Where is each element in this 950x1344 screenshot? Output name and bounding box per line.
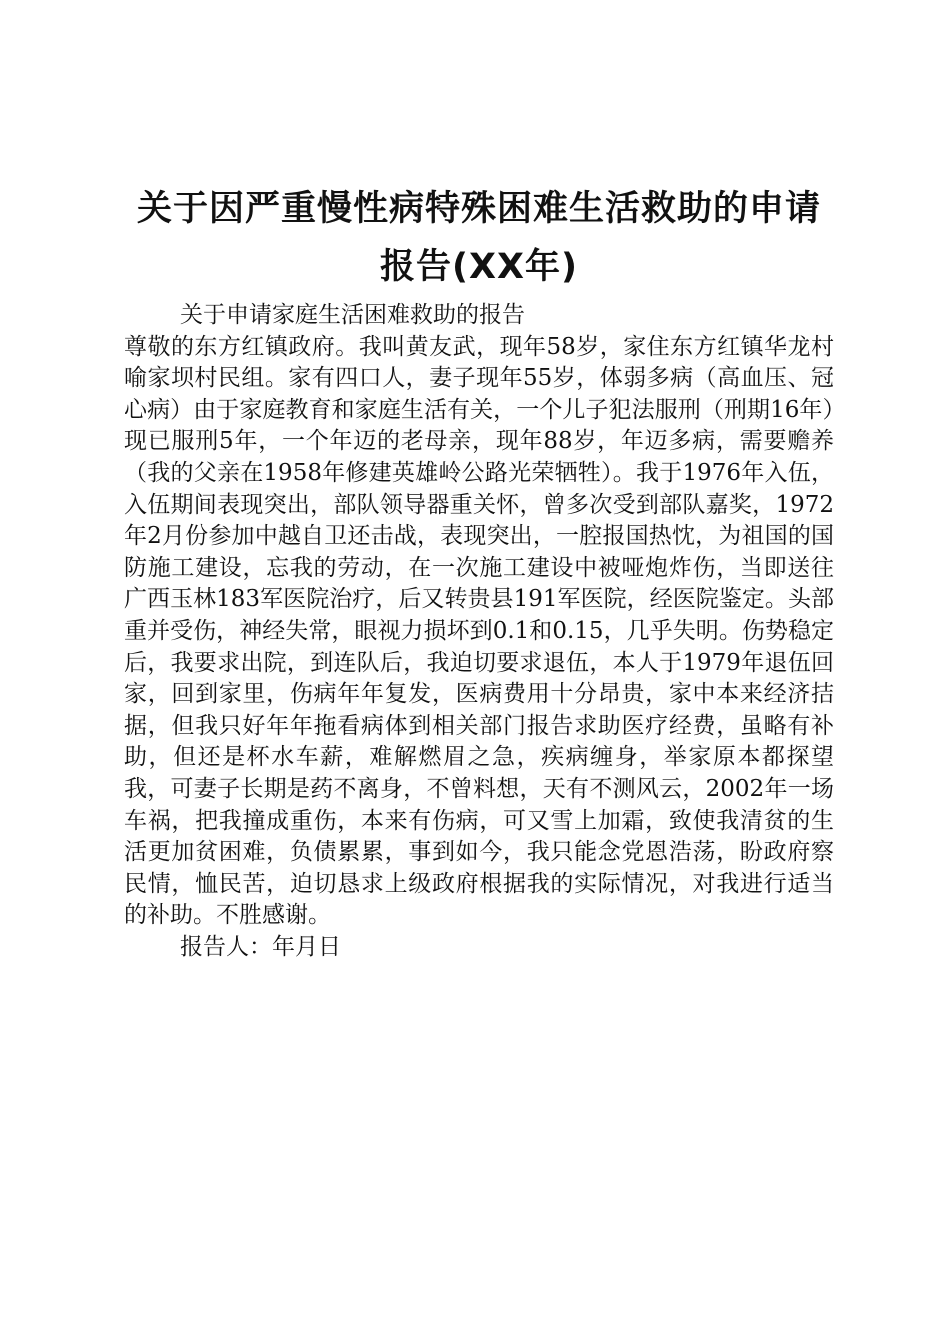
document-body: 尊敬的东方红镇政府。我叫黄友武，现年58岁，家住东方红镇华龙村喻家坝村民组。家有四口人，妻子现年55岁，体弱多病（高血压、冠心病）由于家庭教育和家庭生活有关，一个儿子犯法服刑（刑期16年）现已服刑5年，一个年迈的老母亲，现年88岁，年迈多病，需要赡养（我的父亲在1958年修建英雄岭公路光荣牺牲）。我于1976年入伍，入伍期间表现突出，部队领导器重关怀，曾多次受到部队嘉奖，1972年2月份参加中越自卫还击战，表现突出，一腔报国热忱，为祖国的国防施工建设，忘我的劳动，在一次施工建设中被哑炮炸伤，当即送往广西玉林183军医院治疗，后又转贵县191军医院，经医院鉴定。头部重并受伤，神经失常，眼视力损坏到0.1和0.15，几乎失明。伤势稳定后，我要求出院，到连队后，我迫切要求退伍，本人于1979年退伍回家，回到家里，伤病年年复发，医病费用十分昂贵，家中本来经济拮据，但我只好年年拖看病体到相关部门报告求助医疗经费，虽略有补助，但还是杯水车薪，难解燃眉之急，疾病缠身，举家原本都探望我，可妻子长期是药不离身，不曾料想，天有不测风云，2002年一场车祸，把我撞成重伤，本来有伤病，可又雪上加霜，致使我清贫的生活更加贫困难，负债累累，事到如今，我只能念党恩浩荡，盼政府察民情，恤民苦，迫切恳求上级政府根据我的实际情况，对我进行适当的补助。不胜感谢。	[124, 333, 834, 929]
document-signature: 报告人：年月日	[180, 933, 341, 960]
document-subtitle: 关于申请家庭生活困难救助的报告	[180, 302, 525, 328]
document-title: 关于因严重慢性病特殊困难生活救助的申请报告(XX年)	[136, 189, 821, 287]
document-page	[124, 180, 834, 963]
